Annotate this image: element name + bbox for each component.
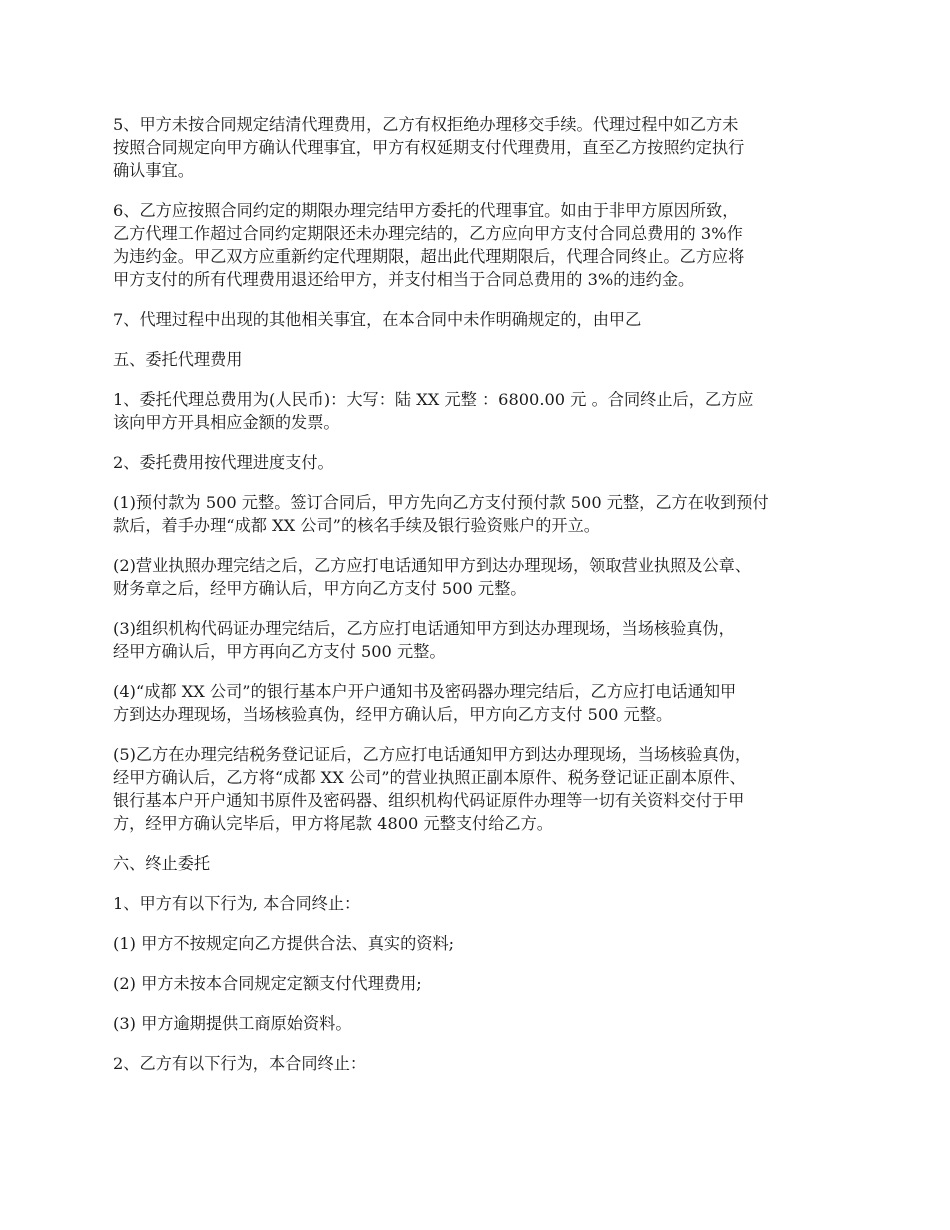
fee-item-2-schedule: 2、委托费用按代理进度支付。: [113, 453, 334, 472]
fee-step-2-business-license: (2)营业执照办理完结之后，乙方应打电话通知甲方到达办理现场，领取营业执照及公章、 财务章之后，经甲方确认后，甲方向乙方支付 500 元整。: [113, 556, 752, 598]
section-heading-fees: 五、委托代理费用: [113, 350, 243, 369]
section-heading-termination: 六、终止委托: [113, 854, 211, 873]
fee-step-4-bank-account: (4)“成都 XX 公司”的银行基本户开户通知书及密码器办理完结后，乙方应打电话通知甲 方到达办理现场，当场核验真伪，经甲方确认后，甲方向乙方支付 500 元整。: [113, 682, 737, 724]
fee-step-3-organization-code: (3)组织机构代码证办理完结后，乙方应打电话通知甲方到达办理现场，当场核验真伪， 经甲方确认后，甲方再向乙方支付 500 元整。: [113, 619, 735, 661]
fee-step-5-final-payment: (5)乙方在办理完结税务登记证后，乙方应打电话通知甲方到达办理现场，当场核验真伪， 经甲方确认后，乙方将“成都 XX 公司”的营业执照正副本原件、税务登记证正副本原件、 银行基本户开户通知书原件及密码器、组织机构代码证原件办理等一切有关资料交付于甲 方，经甲方确认完毕后，甲方将尾款 4800 元整支付给乙方。: [113, 745, 752, 833]
termination-a-item-1: (1) 甲方不按规定向乙方提供合法、真实的资料;: [113, 934, 455, 953]
termination-a-item-3: (3) 甲方逾期提供工商原始资料。: [113, 1014, 352, 1033]
clause-7-other-matters: 7、代理过程中出现的其他相关事宜，在本合同中未作明确规定的，由甲乙: [113, 310, 642, 329]
fee-step-1-prepayment: (1)预付款为 500 元整。签订合同后，甲方先向乙方支付预付款 500 元整，乙方在收到预付 款后，着手办理“成都 XX 公司”的核名手续及银行验资账户的开立。: [113, 493, 769, 535]
termination-party-a: 1、甲方有以下行为, 本合同终止：: [113, 894, 361, 913]
clause-6-deadline-penalty: 6、乙方应按照合同约定的期限办理完结甲方委托的代理事宜。如由于非甲方原因所致， 乙方代理工作超过合同约定期限还未办理完结的，乙方应向甲方支付合同总费用的 3%作 为违约金。甲乙双方应重新约定代理期限，超出此代理期限后，代理合同终止。乙方应将 甲方支付的所有代理费用退还给甲方，并支付相当于合同总费用的 3%的违约金。: [113, 201, 745, 289]
clause-5-payment-settlement: 5、甲方未按合同规定结清代理费用，乙方有权拒绝办理移交手续。代理过程中如乙方未 按照合同规定向甲方确认代理事宜，甲方有权延期支付代理费用，直至乙方按照约定执行 确认事宜。: [113, 115, 745, 180]
termination-party-b: 2、乙方有以下行为，本合同终止：: [113, 1054, 367, 1073]
termination-a-item-2: (2) 甲方未按本合同规定定额支付代理费用;: [113, 974, 422, 993]
fee-item-1-total: 1、委托代理总费用为(人民币)：大写：陆 XX 元整 ：6800.00 元 。合同终止后，乙方应 该向甲方开具相应金额的发票。: [113, 390, 754, 432]
document-body: [113, 113, 843, 1092]
